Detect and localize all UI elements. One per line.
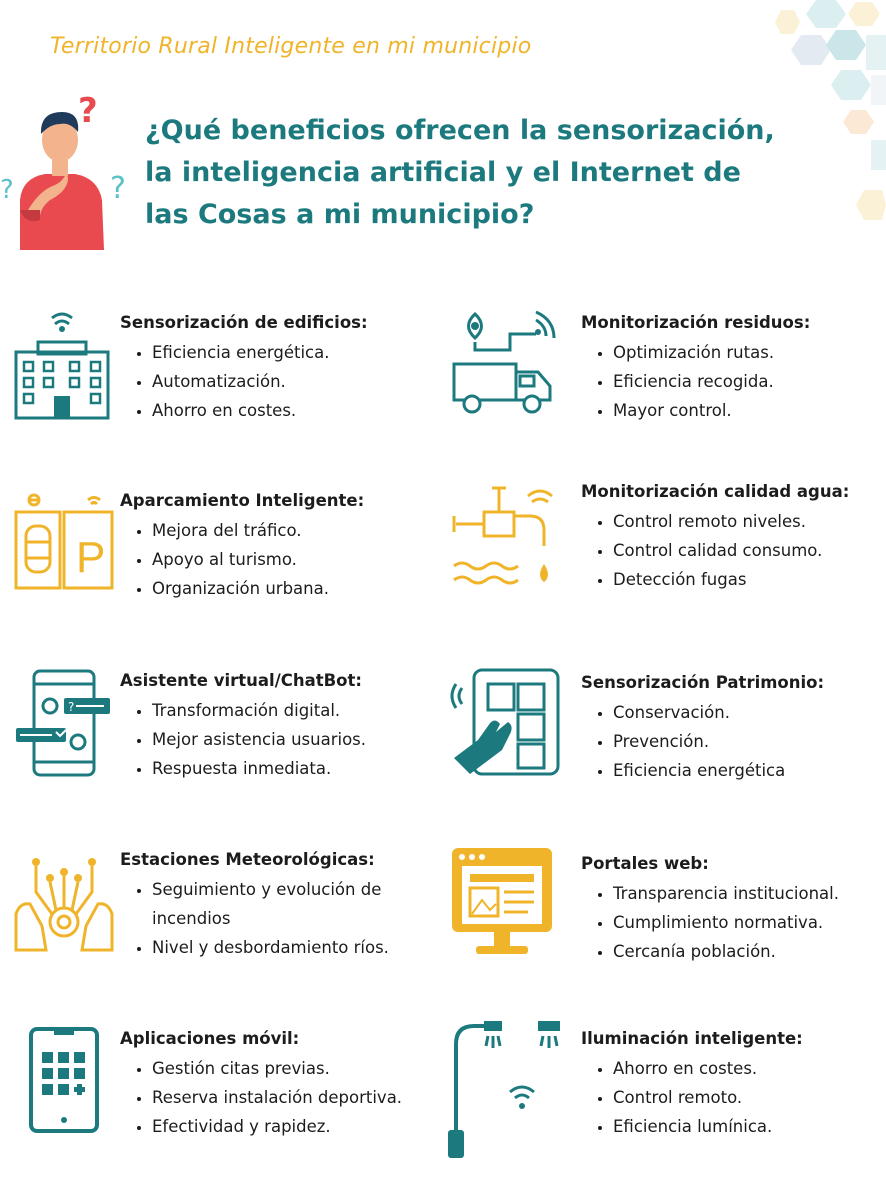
title-line: las Cosas a mi municipio? [145, 199, 535, 230]
benefit-card-heritage [581, 672, 824, 785]
benefit-list [120, 875, 442, 962]
benefit-item: • Gestión citas previas. [152, 1054, 402, 1083]
benefit-title: Monitorización calidad agua: [581, 482, 850, 501]
benefit-item: • Efectividad y rapidez. [152, 1112, 402, 1141]
benefit-title: Estaciones Meteorológicas: [120, 850, 375, 869]
benefit-item: • Respuesta inmediata. [152, 754, 366, 783]
tablet-touch-icon [450, 666, 562, 778]
benefit-item: • Cumplimiento normativa. [613, 908, 839, 937]
benefit-item: • Organización urbana. [152, 574, 364, 603]
water-tap-icon [450, 486, 562, 592]
page-title [145, 110, 825, 236]
benefit-card-waste [581, 312, 810, 425]
benefit-item: • Nivel y desbordamiento ríos. [152, 933, 442, 962]
benefit-item: • Mayor control. [613, 396, 810, 425]
benefit-card-parking [120, 490, 364, 603]
title-line: ¿Qué beneficios ofrecen la sensorización, [145, 115, 775, 146]
svg-text:P: P [76, 533, 106, 582]
benefit-card-building-sensors [120, 312, 368, 425]
benefit-list [120, 516, 364, 603]
benefit-item: • Mejora del tráfico. [152, 516, 364, 545]
benefit-list [581, 1054, 803, 1141]
benefit-card-mobile [120, 1028, 402, 1141]
benefit-title: Portales web: [581, 854, 709, 873]
parking-icon [12, 492, 116, 592]
title-line: la inteligencia artificial y el Internet de [145, 157, 741, 188]
benefit-list [581, 507, 849, 594]
benefit-item: • Ahorro en costes. [152, 396, 368, 425]
benefit-item: • Reserva instalación deportiva. [152, 1083, 402, 1112]
benefit-list [581, 879, 839, 966]
benefit-list [120, 696, 366, 783]
benefit-card-chatbot [120, 670, 366, 783]
chatbot-phone-icon [12, 668, 116, 778]
benefit-item: • Conservación. [613, 698, 824, 727]
benefit-title: Iluminación inteligente: [581, 1029, 803, 1048]
benefit-list [581, 338, 810, 425]
benefit-item: • Control remoto niveles. [613, 507, 849, 536]
subtitle: Territorio Rural Inteligente en mi municipio [50, 34, 532, 59]
thinking-person-icon [0, 90, 140, 250]
benefit-item: • Control calidad consumo. [613, 536, 849, 565]
benefit-card-lighting [581, 1028, 803, 1141]
benefit-list [120, 338, 368, 425]
benefit-card-water [581, 481, 849, 594]
web-monitor-icon [450, 846, 554, 958]
benefit-item: • Apoyo al turismo. [152, 545, 364, 574]
building-wifi-icon [12, 306, 112, 422]
benefit-item: • Mejor asistencia usuarios. [152, 725, 366, 754]
benefit-list [120, 1054, 402, 1141]
benefit-item: • Automatización. [152, 367, 368, 396]
garbage-truck-icon [450, 306, 562, 422]
benefit-title: Asistente virtual/ChatBot: [120, 671, 362, 690]
svg-text:?: ? [78, 91, 98, 131]
benefit-item: • Detección fugas [613, 565, 849, 594]
benefit-item: • Control remoto. [613, 1083, 803, 1112]
benefit-item: • Optimización rutas. [613, 338, 810, 367]
svg-text:?: ? [0, 175, 14, 205]
benefit-item: • Cercanía población. [613, 937, 839, 966]
benefit-card-weather [120, 849, 442, 962]
benefit-title: Aplicaciones móvil: [120, 1029, 300, 1048]
benefit-item: • Transparencia institucional. [613, 879, 839, 908]
benefit-list [581, 698, 824, 785]
svg-text:?: ? [68, 700, 75, 714]
benefit-card-web [581, 853, 839, 966]
benefit-item: • Eficiencia lumínica. [613, 1112, 803, 1141]
benefit-item: • Transformación digital. [152, 696, 366, 725]
benefit-item: • Eficiencia energética [613, 756, 824, 785]
benefit-item: • Eficiencia energética. [152, 338, 368, 367]
benefit-item: • Ahorro en costes. [613, 1054, 803, 1083]
benefit-item: • Seguimiento y evolución de incendios [152, 875, 442, 933]
mobile-apps-icon [28, 1026, 100, 1134]
benefit-title: Sensorización Patrimonio: [581, 673, 825, 692]
weather-hands-icon [12, 852, 116, 952]
svg-text:?: ? [110, 171, 126, 206]
benefit-item: • Prevención. [613, 727, 824, 756]
benefit-title: Aparcamiento Inteligente: [120, 491, 365, 510]
benefit-title: Monitorización residuos: [581, 313, 811, 332]
benefit-item: • Eficiencia recogida. [613, 367, 810, 396]
benefit-title: Sensorización de edificios: [120, 313, 368, 332]
street-light-icon [444, 1018, 568, 1160]
